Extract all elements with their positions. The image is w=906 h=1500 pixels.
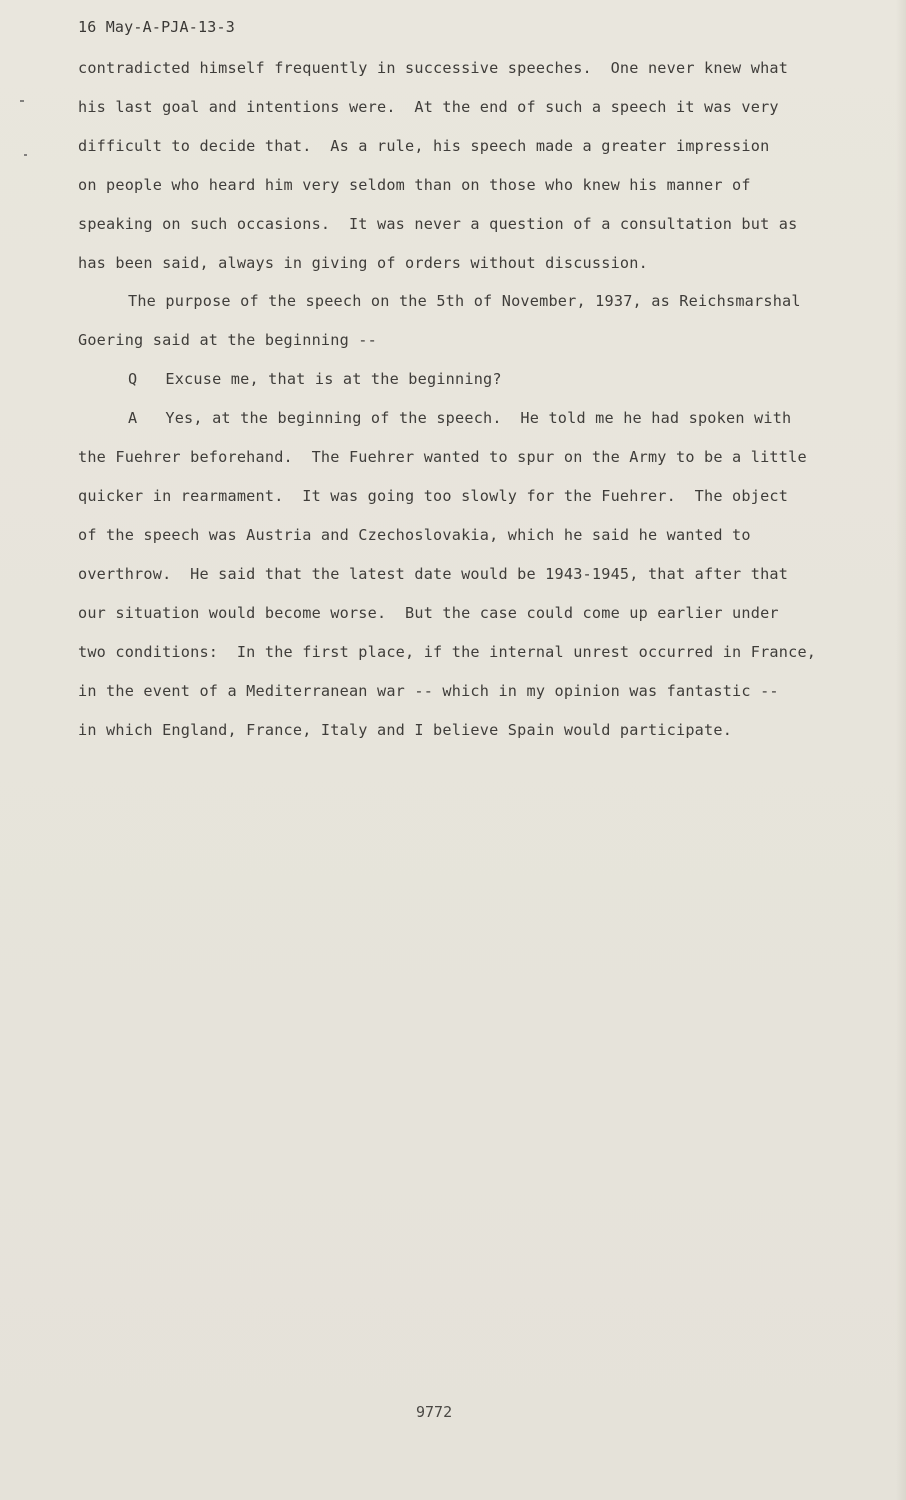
text-line: contradicted himself frequently in successive speeches. One never knew what [78, 59, 789, 77]
text-line: his last goal and intentions were. At the end of such a speech it was very [78, 98, 779, 116]
text-line: on people who heard him very seldom than on those who knew his manner of [78, 176, 751, 194]
text-line: Goering said at the beginning -- [78, 331, 377, 349]
text-line: of the speech was Austria and Czechoslovakia, which he said he wanted to [78, 526, 751, 544]
text-line: difficult to decide that. As a rule, his speech made a greater impression [78, 137, 770, 155]
answer-line: A Yes, at the beginning of the speech. He told me he had spoken with [128, 409, 792, 427]
text-line: has been said, always in giving of orders without discussion. [78, 254, 648, 272]
text-line: in the event of a Mediterranean war -- which in my opinion was fantastic -- [78, 682, 779, 700]
text-line: quicker in rearmament. It was going too slowly for the Fuehrer. The object [78, 487, 789, 505]
text-line: in which England, France, Italy and I believe Spain would participate. [78, 721, 733, 739]
text-line: two conditions: In the first place, if the internal unrest occurred in France, [78, 643, 817, 661]
margin-mark [20, 100, 24, 102]
text-line: our situation would become worse. But the case could come up earlier under [78, 604, 779, 622]
page-header: 16 May-A-PJA-13-3 [78, 18, 235, 36]
text-line: The purpose of the speech on the 5th of November, 1937, as Reichsmarshal [128, 292, 801, 310]
question-line: Q Excuse me, that is at the beginning? [128, 370, 502, 388]
page-number: 9772 [416, 1403, 453, 1421]
text-line: speaking on such occasions. It was never a question of a consultation but as [78, 215, 798, 233]
margin-mark [24, 154, 27, 156]
page-edge-shadow [896, 0, 906, 1500]
text-line: the Fuehrer beforehand. The Fuehrer wanted to spur on the Army to be a little [78, 448, 807, 466]
text-line: overthrow. He said that the latest date would be 1943-1945, that after that [78, 565, 789, 583]
